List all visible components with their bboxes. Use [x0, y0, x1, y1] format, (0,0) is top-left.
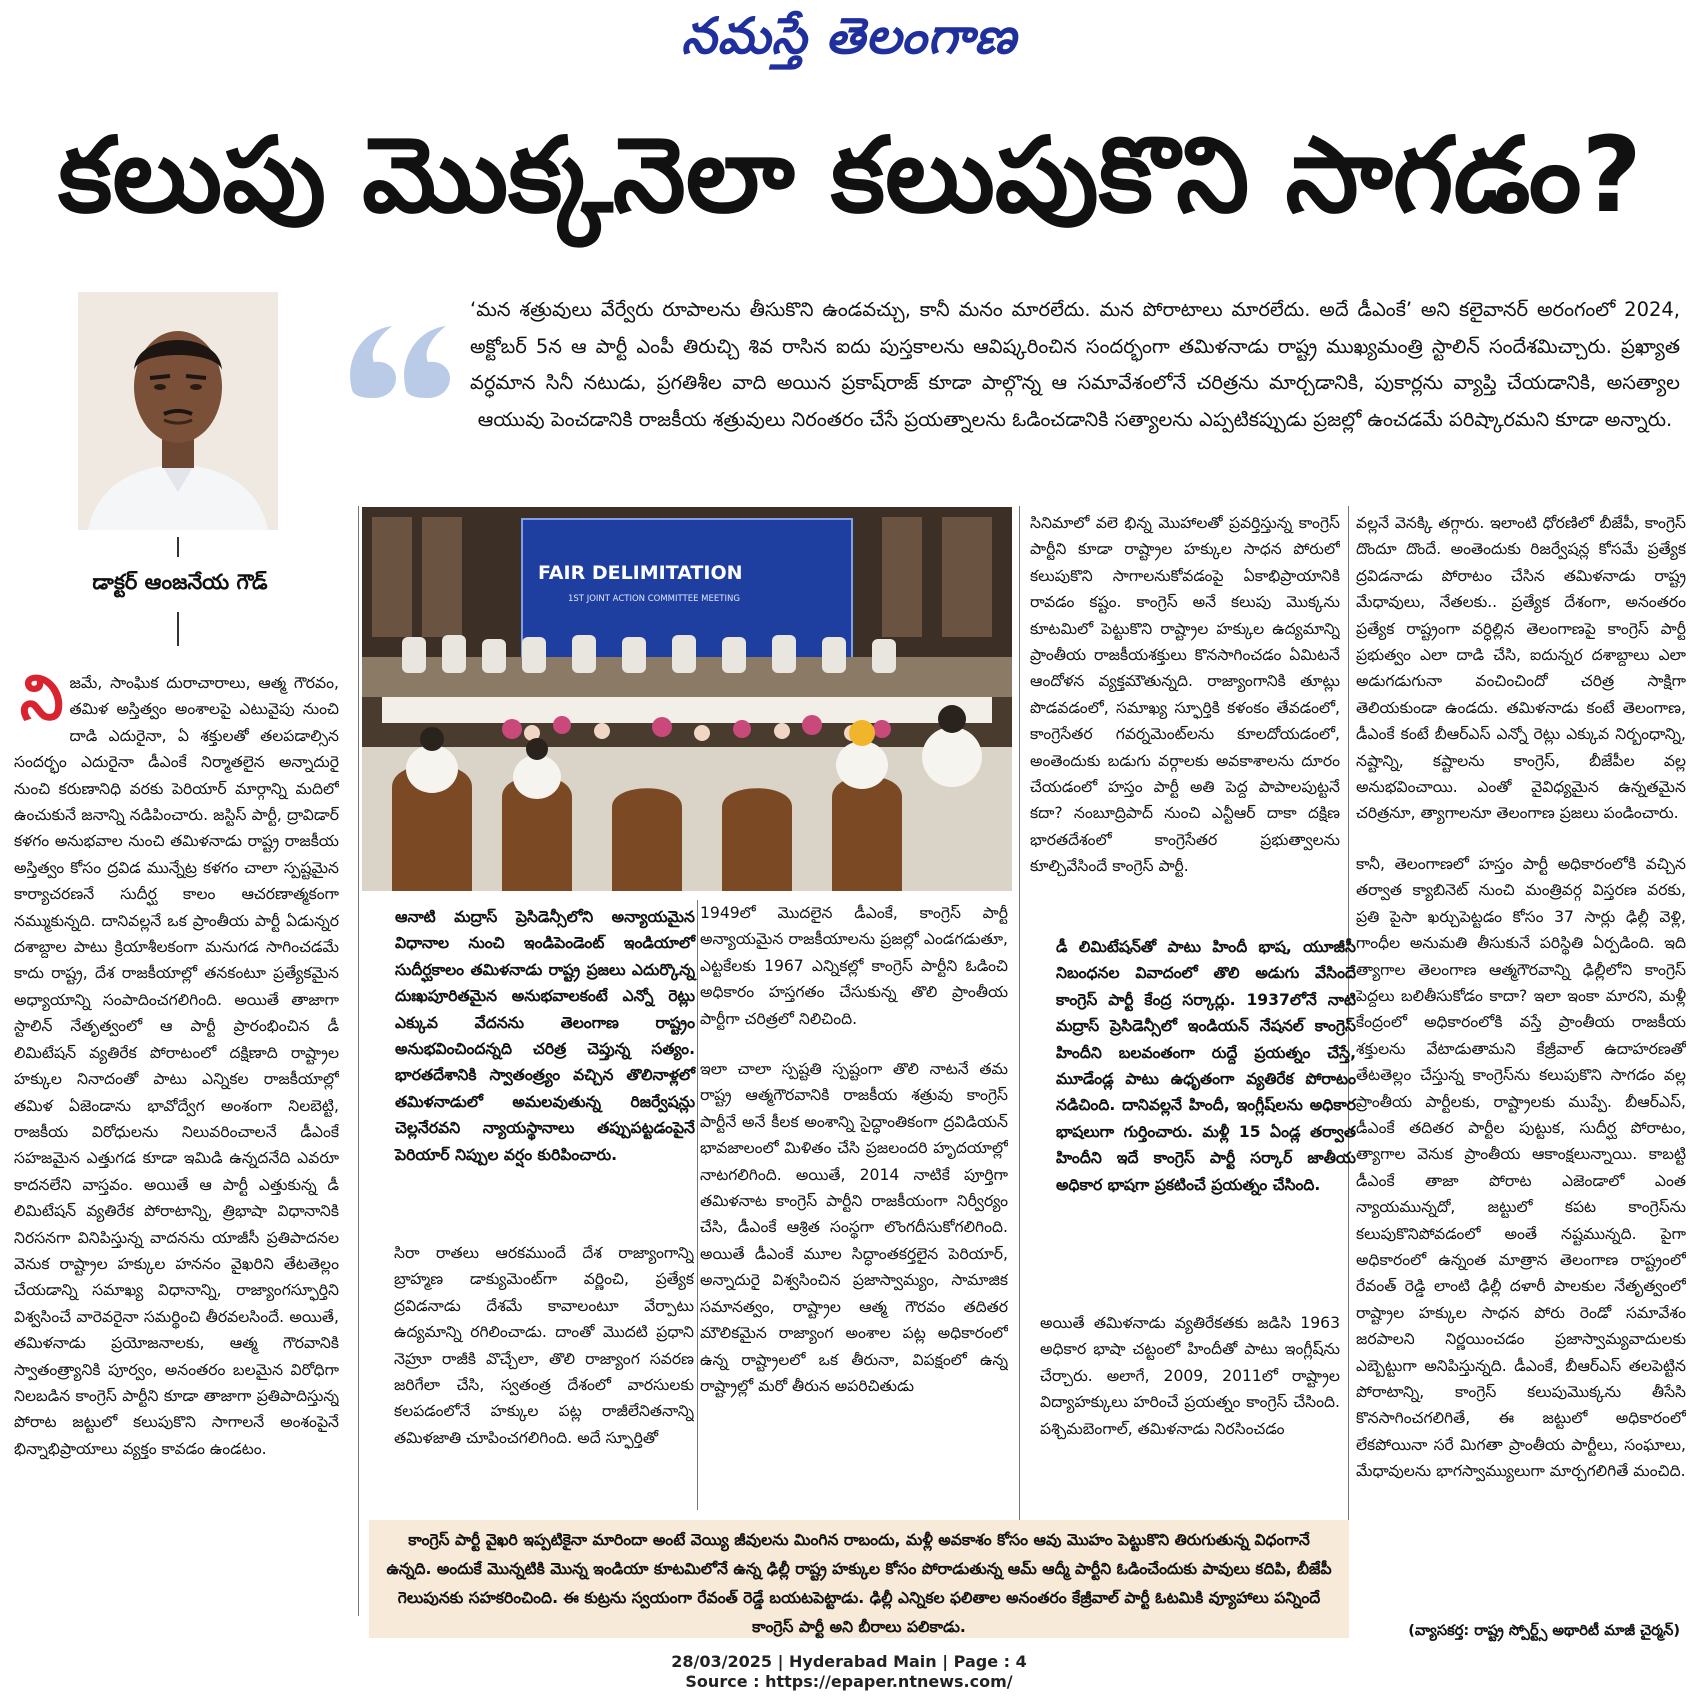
article-column-5	[1356, 510, 1686, 1620]
article-paragraph: సిరా రాతలు ఆరకముందే దేశ రాజ్యాంగాన్ని బ్రాహ్మణ డాక్యుమెంట్‌గా వర్ణించి, ప్రత్యేక ద్రవిడనాడు దేశమే కావాలంటూ వేర్పాటు ఉద్యమాన్ని రగిలించాడు. దాంతో మొదటి ప్రధాని నెహ్రూ రాజీకి వొచ్చేలా, తొలి రాజ్యాంగ సవరణ జరిగేలా చేసి, స్వతంత్ర దేశంలో వారసులకు కలపడంలోనే హక్కుల పట్ల రాజీలేనితనాన్ని తమిళజాతి చూపించగలిగింది. అదే స్ఫూర్తితో	[394, 1244, 694, 1447]
author-credit: (వ్యాసకర్త: రాష్ట్ర స్పోర్ట్స్ అథారిటీ మాజీ చైర్మన్)	[1408, 1622, 1680, 1639]
author-photo	[78, 292, 278, 530]
article-column-3	[700, 900, 1008, 1500]
author-name: డాక్టర్ ఆంజనేయ గౌడ్	[92, 570, 268, 594]
column-divider	[358, 506, 359, 1616]
article-paragraph: వల్లనే వెనక్కి తగ్గారు. ఇలాంటి ధోరణిలో బీజేపీ, కాంగ్రెస్ దొందూ దొందే. అంతెందుకు రిజర్వేషన్ల కోసమే ప్రత్యేక ద్రవిడనాడు పోరాటం చేసిన తమిళనాడు రాష్ట్ర మేధావులు, నేతలకు.. ప్రత్యేక దేశంగా, అనంతరం ప్రత్యేక రాష్ట్రంగా వర్ధిల్లిన తెలంగాణపై కాంగ్రెస్ పార్టీ ప్రభుత్వం ఎలా దాడి చేసి, ఐదున్నర దశాబ్దాలు ఎలా అడుగడుగునా వంచించిందో చరిత్ర సాక్షిగా తెలియకుండా ఉండదు. తమిళనాడు కంటే తెలంగాణ, డీఎంకే కంటే బీఆర్ఎస్ ఎన్నో రెట్లు ఎక్కువ నిర్బంధాన్ని, నష్టాన్ని, కష్టాలను కాంగ్రెస్, బీజేపీల వల్ల అనుభవించాయి. ఎంతో వైవిధ్యమైన ఉన్నతమైన చరిత్రనూ, త్యాగాలనూ తెలంగాణ ప్రజలు పండించారు.	[1356, 514, 1686, 823]
footer-source: Source : https://epaper.ntnews.com/	[685, 1672, 1013, 1691]
article-paragraph: 1949లో మొదలైన డీఎంకే, కాంగ్రెస్ పార్టీ అన్యాయమైన రాజకీయాలను ప్రజల్లో ఎండగడుతూ, ఎట్టకేలకు 1967 ఎన్నికల్లో కాంగ్రెస్ పార్టీని ఓడించి అధికారం హస్తగతం చేసుకున్న తొలి ప్రాంతీయ పార్టీగా చరిత్రలో నిలిచింది.	[700, 904, 1008, 1028]
pull-quote: ‘మన శత్రువులు వేర్వేరు రూపాలను తీసుకొని ఉండవచ్చు, కానీ మనం మారలేదు. మన పోరాటాలు మారలేదు. అదే డీఎంకే’ అని కలైవానర్ అరంగంలో 2024, అక్టోబర్ 5న ఆ పార్టీ ఎంపీ తిరుచ్చి శివ రాసిన ఐదు పుస్తకాలను ఆవిష్కరించిన సందర్భంగా తమిళనాడు రాష్ట్ర ముఖ్యమంత్రి స్టాలిన్ సందేశమిచ్చారు. ప్రఖ్యాత వర్ధమాన సినీ నటుడు, ప్రగతిశీల వాది అయిన ప్రకాష్‌రాజ్ కూడా పాల్గొన్న ఆ సమావేశంలోనే చరిత్రను మార్చడానికి, పుకార్లను వ్యాప్తి చేయడానికి, అసత్యాల ఆయువు పెంచడానికి రాజకీయ శత్రువులు నిరంతరం చేసే ప్రయత్నాలను ఓడించడానికి సత్యాలను ఎప్పటికప్పుడు ప్రజల్లో ఉంచడమే పరిష్కారమని కూడా అన్నారు.	[470, 298, 1680, 431]
article-column-1	[14, 670, 339, 1670]
article-paragraph: కానీ, తెలంగాణలో హస్తం పార్టీ అధికారంలోకి వచ్చిన తర్వాత క్యాబినెట్ నుంచి మంత్రివర్గ విస్తరణ వరకు, ప్రతి పైసా ఖర్చుపెట్టడం కోసం 37 సార్లు ఢిల్లీ వెళ్లి, గాంధీల అనుమతి తీసుకునే పరిస్థితి ఏర్పడింది. ఇది త్యాగాల తెలంగాణ ఆత్మగౌరవాన్ని ఢిల్లీలోని కాంగ్రెస్ పెద్దలు బలితీసుకోడం కాదా? ఇలా ఇంకా మారని, మళ్లీ కేంద్రంలో అధికారంలోకి వస్తే ప్రాంతీయ రాజకీయ శక్తులను వేటాడుతామని కేజ్రీవాల్ ఉదాహరణతో తేటతెల్లం చేస్తున్న కాంగ్రెస్‌ను కలుపుకొని సాగడం వల్ల ప్రాంతీయ పార్టీలకు, రాష్ట్రాలకు ముప్పే. బీఆర్ఎస్, డీఎంకే తదితర పార్టీల పుట్టుక, సుదీర్ఘ పోరాటం, త్యాగాల వెనుక ప్రాంతీయ ఆకాంక్షలున్నాయి. కాబట్టి డీఎంకే తాజా పోరాట ఎజెండాలో ఎంత న్యాయమున్నదో, జట్టులో కపట కాంగ్రెస్‌ను కలుపుకొనిపోవడంలో అంతే నష్టమున్నది. పైగా అధికారంలో ఉన్నంత మాత్రాన తెలంగాణ రాష్ట్రంలో రేవంత్ రెడ్డి లాంటి ఢిల్లీ దళారీ పాలకుల నేతృత్వంలో రాష్ట్రాల హక్కుల సాధన పోరు రెండో సమావేశం జరపాలని నిర్ణయించడం ప్రజాస్వామ్యవాదులకు ఎబ్బెట్టుగా అనిపిస్తున్నది. డీఎంకే, బీఆర్ఎస్ తలపెట్టిన పోరాటాన్ని, కాంగ్రెస్ కలుపుమొక్కను తీసేసి కొనసాగించగలిగితే, ఈ జట్టులో అధికారంలో లేకపోయినా సరే మిగతా ప్రాంతీయ పార్టీలు, సంఘాలు, మేధావులను భాగస్వామ్యులుగా మార్చగలిగితే మంచిది.	[1356, 854, 1686, 1481]
banner-title: FAIR DELIMITATION	[538, 562, 743, 584]
column-divider	[1019, 506, 1020, 1616]
article-paragraph: అయితే తమిళనాడు వ్యతిరేకతకు జడిసి 1963 అధికార భాషా చట్టంలో హిందీతో పాటు ఇంగ్లీష్‌ను చేర్చారు. అలాగే, 2009, 2011లో రాష్ట్రాల విద్యాహక్కులు హరించే ప్రయత్నం కాంగ్రెస్ చేసింది. పశ్చిమబెంగాల్, తమిళనాడు నిరసించడం	[1040, 1314, 1340, 1438]
paragraph-text: జమే, సాంఘిక దురాచారాలు, ఆత్మ గౌరవం, తమిళ అస్తిత్వం అంశాలపై ఎటువైపు నుంచి దాడి ఎదురైనా, ఏ శక్తులతో తలపడాల్సిన సందర్భం ఎదురైనా డీఎంకే నిర్మాతలైన అన్నాదురై నుంచి కరుణానిధి వరకు పెరియార్ మార్గాన్ని మదిలో ఉంచుకునే జనాన్ని నడిపించారు. జస్టిస్ పార్టీ, ద్రావిడార్ కళగం అనుభవాల నుంచి తమిళనాడు రాష్ట్ర రాజకీయ అస్తిత్వం కోసం ద్రవిడ మున్నేట్ర కళగం చాలా స్పష్టమైన కార్యాచరణనే సుదీర్ఘ కాలం ఆచరణాత్మకంగా నమ్ముకున్నది. దానివల్లనే ఒక ప్రాంతీయ పార్టీ ఏడున్నర దశాబ్దాల పాటు క్రియాశీలకంగా మనుగడ సాగించడమే కాదు రాష్ట్ర, దేశ రాజకీయాల్లో తనకంటూ ప్రత్యేకమైన అధ్యాయాన్ని సంపాదించగలిగింది. అయితే తాజాగా స్టాలిన్ నేతృత్వంలో ఆ పార్టీ ప్రారంభించిన డీ లిమిటేషన్ వ్యతిరేక పోరాటంలో దక్షిణాది రాష్ట్రాల హక్కుల నినాదంతో పాటు ఎన్నికల రాజకీయాల్లో తమిళ ఏజెండాను భావోద్వేగ అంశంగా నిలబెట్టి, రాజకీయ విరోధులను నిలువరించాలనే డీఎంకే సహజమైన ఎత్తుగడ కూడా ఇమిడి ఉన్నదనేది ఎవరూ కాదనలేని వాస్తవం. అయితే ఆ పార్టీ ఎత్తుకున్న డీ లిమిటేషన్ వ్యతిరేక పోరాటాన్ని, త్రిభాషా విధానానికి నిరసనగా వినిపిస్తున్న వాదనను యాజీసీ ప్రతిపాదనల వెనుక రాష్ట్రాల హక్కుల హననం వైఖరిని తేటతెల్లం చేయడాన్ని సమాఖ్య విధానాన్ని, రాజ్యాంగస్ఫూర్తిని విశ్వసించే వారెవరైనా సమర్థించి తీరవలసిందే. అయితే, తమిళనాడు ప్రయోజనాలకు, ఆత్మ గౌరవానికి స్వాతంత్ర్యానికి పూర్వం, అనంతరం బలమైన విరోధిగా నిలబడిన కాంగ్రెస్ పార్టీని కూడా తాజాగా ప్రతిపాదిస్తున్న పోరాట జట్టులో కలుపుకొని సాగాలనే అంశంపైనే భిన్నాభిప్రాయాలు వ్యక్తం కావడం ఉండటం.	[14, 674, 339, 1458]
article-paragraph: ఇలా చాలా స్పష్టతి స్పష్టంగా తొలి నాటనే తమ రాష్ట్ర ఆత్మగౌరవానికి రాజకీయ శత్రువు కాంగ్రెస్ పార్టీనే అనే కీలక అంశాన్ని సైద్ధాంతికంగా ద్రవిడియన్ భావజాలంలో మిళితం చేసి ప్రజలందరి హృదయాల్లో నాటగలిగింది. అయితే, 2014 నాటికే పూర్తిగా తమిళనాట కాంగ్రెస్ పార్టీని రాజకీయంగా నిర్వీర్యం చేసి, డీఎంకే ఆశ్రిత సంస్థగా లొంగదీసుకోగలిగింది. అయితే డీఎంకే మూల సిద్ధాంతకర్తలైన పెరియార్, అన్నాదురై విశ్వసించిన ప్రజాస్వామ్యం, సామాజిక సమానత్వం, రాష్ట్రాల ఆత్మ గౌరవం తదితర మౌలికమైన రాజ్యాంగ అంశాల పట్ల అధికారంలో ఉన్న రాష్ట్రాలలో ఒక తీరునా, విపక్షంలో ఉన్న రాష్ట్రాల్లో మరో తీరున అపరిచితుడు	[700, 1060, 1008, 1395]
column-divider	[697, 900, 698, 1510]
article-paragraph: సినిమాలో వలె భిన్న మొహాలతో ప్రవర్తిస్తున్న కాంగ్రెస్ పార్టీని కూడా రాష్ట్రాల హక్కుల సాధన పోరులో కలుపుకొని సాగాలనుకోవడంపై ఏకాభిప్రాయానికి రావడం కష్టం. కాంగ్రెస్ అనే కలుపు మొక్కను కూటమిలో పెట్టుకొని రాష్ట్రాల హక్కుల ఉద్యమాన్ని ప్రాంతీయ రాజకీయశక్తులు కొనసాగించడం ఏమిటనే ఆందోళన వ్యక్తమౌతున్నది. రాజ్యాంగానికి తూట్లు పొడవడంలో, సమాఖ్య స్ఫూర్తికి కళంకం తేవడంలో, కాంగ్రెసేతర గవర్నమెంట్‌లను కూలదోయడంలో, అంతెందుకు బడుగు వర్గాలకు అవకాశాలను దూరం చేయడంలో హస్తం పార్టీ అతి పెద్ద పాపాలపుట్టనే కదా? నంబూద్రిపాద్ నుంచి ఎన్టీఆర్ దాకా దక్షిణ భారతదేశంలో కాంగ్రెసేతర ప్రభుత్వాలను కూల్చివేసిందే కాంగ్రెస్ పార్టీ.	[1030, 514, 1340, 876]
bold-paragraph: డీ లిమిటేషన్‌తో పాటు హిందీ భాష, యూజీసీ నిబంధనల వివాదంలో తొలి అడుగు వేసిందే కాంగ్రెస్ పార్టీ కేంద్ర సర్కార్లు. 1937లోనే నాటి మద్రాస్ ప్రెసిడెన్సీలో ఇండియన్ నేషనల్ కాంగ్రెస్ హిందీని బలవంతంగా రుద్దే ప్రయత్నం చేస్తే, మూడేండ్ల పాటు ఉధృతంగా వ్యతిరేక పోరాటం నడిచింది. దానివల్లనే హిందీ, ఇంగ్లీష్‌లను అధికార భాషలుగా గుర్తించారు. మళ్లీ 15 ఏండ్ల తర్వాత హిందీని ఇదే కాంగ్రెస్ పార్టీ సర్కార్ జాతీయ అధికార భాషగా ప్రకటించే ప్రయత్నం చేసింది.	[1056, 938, 1356, 1194]
highlight-box: కాంగ్రెస్ పార్టీ వైఖరి ఇప్పటికైనా మారిందా అంటే వెయ్యి జీవులను మింగిన రాబందు, మళ్లీ అవకాశం కోసం ఆవు మొహం పెట్టుకొని తిరుగుతున్న విధంగానే ఉన్నది. అందుకే మొన్నటికి మొన్న ఇండియా కూటమిలోనే ఉన్న ఢిల్లీ రాష్ట్ర హక్కుల కోసం పోరాడుతున్న ఆమ్ ఆద్మీ పార్టీని ఓడించేందుకు పావులు కదిపి, బీజేపీ గెలుపునకు సహకరించింది. ఈ కుట్రను స్వయంగా రేవంత్ రెడ్డే బయటపెట్టాడు. ఢిల్లీ ఎన్నికల ఫలితాల అనంతరం కేజ్రీవాల్ పార్టీ ఓటమికి వ్యూహాలు పన్నిందే కాంగ్రెస్ పార్టీ అని బీరాలు పలికాడు.	[369, 1520, 1349, 1638]
article-paragraph	[14, 670, 339, 1462]
article-column-4-continued	[1040, 1310, 1340, 1510]
meeting-photo-illustration	[362, 507, 1012, 891]
drop-cap: ని	[20, 670, 64, 734]
headline: కలుపు మొక్కనెలా కలుపుకొని సాగడం?	[58, 114, 1642, 236]
bold-paragraph: ఆనాటి మద్రాస్ ప్రెసిడెన్సీలోని అన్యాయమైన విధానాల నుంచి ఇండిపెండెంట్ ఇండియాలో సుదీర్ఘకాలం తమిళనాడు రాష్ట్ర ప్రజలు ఎదుర్కొన్న దుఃఖపూరితమైన అనుభవాలకంటే ఎన్నో రెట్లు ఎక్కువ వేదనను తెలంగాణ రాష్ట్రం అనుభవించిందన్నది చరిత్ర చెప్తున్న సత్యం. భారతదేశానికి స్వాతంత్ర్యం వచ్చిన తొలినాళ్లలో తమిళనాడులో అమలవుతున్న రిజర్వేషన్లు చెల్లనేరవని న్యాయస్థానాలు తప్పుపట్టడంపైనే పెరియార్ నిప్పుల వర్షం కురిపించారు.	[395, 908, 695, 1164]
page-footer	[0, 1652, 1698, 1692]
author-divider-top	[177, 537, 179, 557]
banner-subtitle: 1ST JOINT ACTION COMMITTEE MEETING	[568, 594, 740, 604]
quote-icon	[344, 320, 454, 400]
news-photo	[362, 507, 1012, 891]
author-divider-bottom	[177, 612, 179, 646]
article-column-4	[1030, 510, 1340, 910]
article-column-2	[394, 1240, 694, 1502]
footer-date-edition: 28/03/2025 | Hyderabad Main | Page : 4	[671, 1652, 1027, 1671]
masthead-logo: నమస్తే తెలంగాణ	[681, 6, 1017, 65]
author-portrait-illustration	[78, 292, 278, 530]
